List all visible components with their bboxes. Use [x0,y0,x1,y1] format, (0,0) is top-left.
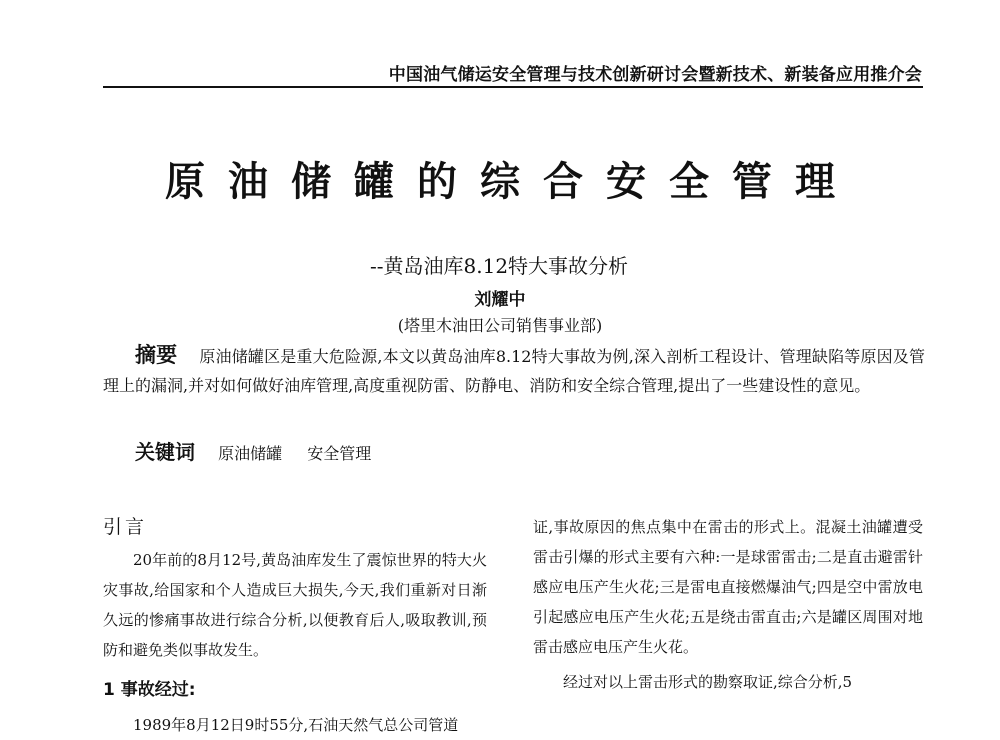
right-column [533,512,923,697]
abstract-text: 原油储罐区是重大危险源,本文以黄岛油库8.12特大事故为例,深入剖析工程设计、管理缺陷等原因及管理上的漏洞,并对如何做好油库管理,高度重视防雷、防静电、消防和安全综合管理,提出了一些建设性的意见。 [103,347,925,395]
intro-heading: 引言 [103,516,148,538]
author-affiliation: (塔里木油田公司销售事业部) [397,316,603,335]
section1-paragraph: 1989年8月12日9时55分,石油天然气总公司管道 [133,716,459,734]
keywords-label: 关键词 [135,440,195,464]
paper-subtitle: --黄岛油库8.12特大事故分析 [370,254,629,278]
abstract [103,341,925,400]
left-column [103,512,487,740]
right-paragraph: 证,事故原因的焦点集中在雷击的形式上。混凝土油罐遭受雷击引爆的形式主要有六种:一是球雷雷击;二是直击避雷针感应电压产生火花;三是雷电直接燃爆油气;四是空中雷放电引起感应电压产生火花;五是绕击雷直击;六是罐区周围对地雷击感应电压产生火花。 [533,518,923,656]
right-cut-paragraph: 经过对以上雷击形式的勘察取证,综合分析,5 [563,673,853,691]
section1-heading: 1 事故经过: [103,680,196,700]
paper-title: 原油储罐的综合安全管理 [165,159,858,205]
keywords [135,436,391,470]
header-divider [103,86,923,88]
intro-paragraph: 20年前的8月12号,黄岛油库发生了震惊世界的特大火灾事故,给国家和个人造成巨大损失,今天,我们重新对日渐久远的惨痛事故进行综合分析,以便教育后人,吸取教训,预防和避免类似事故发生。 [103,551,487,659]
author-name: 刘耀中 [474,290,526,310]
conference-header: 中国油气储运安全管理与技术创新研讨会暨新技术、新装备应用推介会 [388,65,922,85]
keyword-item: 安全管理 [307,444,372,463]
keyword-item: 原油储罐 [218,444,283,463]
abstract-label: 摘要 [135,343,178,367]
